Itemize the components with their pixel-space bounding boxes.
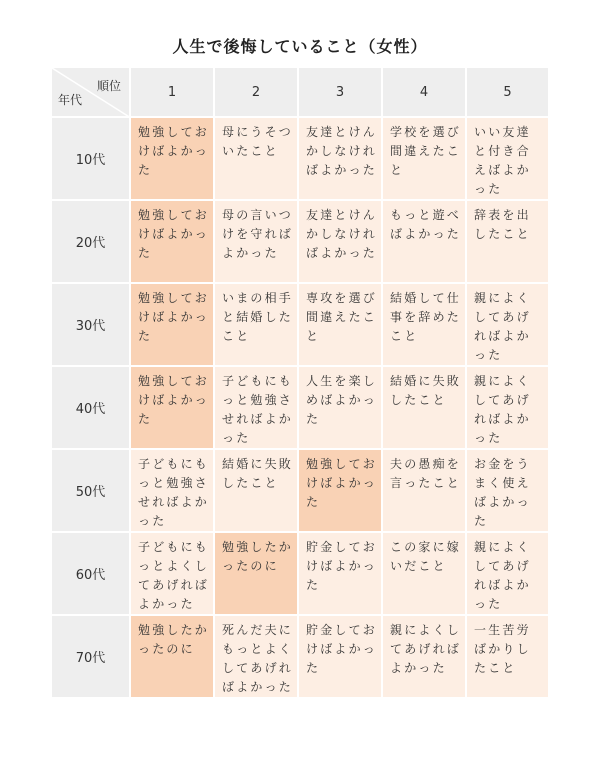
table-cell: 死んだ夫にもっとよくしてあげればよかった xyxy=(214,615,298,698)
age-row-header: 50代 xyxy=(51,449,130,532)
age-row-header: 10代 xyxy=(51,117,130,200)
table-row xyxy=(51,200,549,283)
table-cell: この家に嫁いだこと xyxy=(382,532,466,615)
table-row xyxy=(51,449,549,532)
table-cell: 結婚して仕事を辞めたこと xyxy=(382,283,466,366)
table-cell: 親によくしてあげればよかった xyxy=(466,283,549,366)
highlighted-cell: 勉強しておけばよかった xyxy=(130,200,214,283)
table-row xyxy=(51,283,549,366)
table-row xyxy=(51,366,549,449)
table-cell: 貯金しておけばよかった xyxy=(298,615,382,698)
table-cell: 結婚に失敗したこと xyxy=(382,366,466,449)
table-row xyxy=(51,615,549,698)
highlighted-cell: 勉強したかったのに xyxy=(130,615,214,698)
table-cell: 子どもにもっと勉強させればよかった xyxy=(214,366,298,449)
header-row xyxy=(51,67,549,117)
table-cell: 一生苦労ばかりしたこと xyxy=(466,615,549,698)
table-cell: 友達とけんかしなければよかった xyxy=(298,117,382,200)
table-cell: もっと遊べばよかった xyxy=(382,200,466,283)
corner-header xyxy=(51,67,130,117)
table-cell: 子どもにもっとよくしてあげればよかった xyxy=(130,532,214,615)
age-row-header: 60代 xyxy=(51,532,130,615)
highlighted-cell: 勉強しておけばよかった xyxy=(298,449,382,532)
regrets-table xyxy=(50,66,550,699)
age-row-header: 20代 xyxy=(51,200,130,283)
highlighted-cell: 勉強しておけばよかった xyxy=(130,117,214,200)
table-cell: いまの相手と結婚したこと xyxy=(214,283,298,366)
table-cell: 友達とけんかしなければよかった xyxy=(298,200,382,283)
table-cell: 専攻を選び間違えたこと xyxy=(298,283,382,366)
rank-header-2: 2 xyxy=(214,67,298,117)
table-cell: いい友達と付き合えばよかった xyxy=(466,117,549,200)
highlighted-cell: 勉強したかったのに xyxy=(214,532,298,615)
table-cell: 親によくしてあげればよかった xyxy=(382,615,466,698)
table-cell: 貯金しておけばよかった xyxy=(298,532,382,615)
age-row-header: 40代 xyxy=(51,366,130,449)
table-cell: お金をうまく使えばよかった xyxy=(466,449,549,532)
table-cell: 母にうそついたこと xyxy=(214,117,298,200)
age-row-header: 70代 xyxy=(51,615,130,698)
table-cell: 結婚に失敗したこと xyxy=(214,449,298,532)
table-cell: 夫の愚痴を言ったこと xyxy=(382,449,466,532)
rank-header-5: 5 xyxy=(466,67,549,117)
table-row xyxy=(51,532,549,615)
highlighted-cell: 勉強しておけばよかった xyxy=(130,366,214,449)
age-header-label: 年代 xyxy=(58,93,83,107)
page-title: 人生で後悔していること（女性） xyxy=(172,37,428,56)
rank-header-label: 順位 xyxy=(96,79,121,93)
rank-header-4: 4 xyxy=(382,67,466,117)
table-cell: 母の言いつけを守ればよかった xyxy=(214,200,298,283)
rank-header-1: 1 xyxy=(130,67,214,117)
rank-header-3: 3 xyxy=(298,67,382,117)
table-cell: 親によくしてあげればよかった xyxy=(466,532,549,615)
table-cell: 親によくしてあげればよかった xyxy=(466,366,549,449)
table-row xyxy=(51,117,549,200)
table-cell: 子どもにもっと勉強させればよかった xyxy=(130,449,214,532)
table-cell: 学校を選び間違えたこと xyxy=(382,117,466,200)
highlighted-cell: 勉強しておけばよかった xyxy=(130,283,214,366)
table-cell: 辞表を出したこと xyxy=(466,200,549,283)
table-cell: 人生を楽しめばよかった xyxy=(298,366,382,449)
age-row-header: 30代 xyxy=(51,283,130,366)
